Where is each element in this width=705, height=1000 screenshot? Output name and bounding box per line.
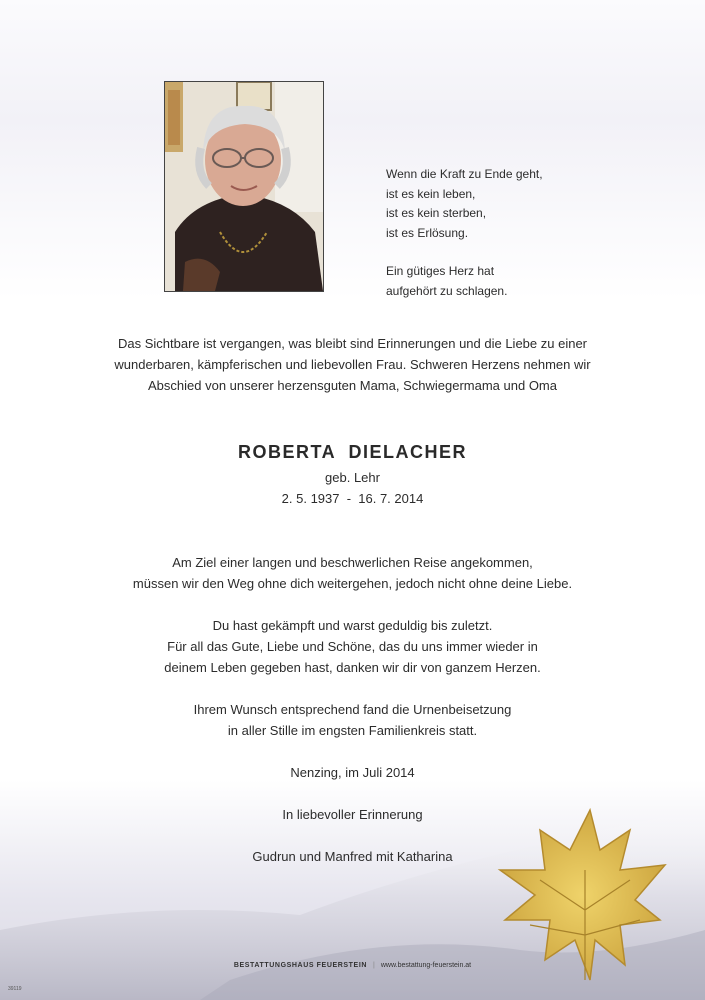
text-line: müssen wir den Weg ohne dich weitergehen, jedoch nicht ohne deine Liebe. bbox=[132, 576, 573, 591]
intro-line: Abschied von unserer herzensguten Mama, Schwiegermama und Oma bbox=[148, 378, 557, 393]
portrait-illustration bbox=[165, 82, 323, 291]
intro-line: wunderbaren, kämpferischen und liebevollen Frau. Schweren Herzens nehmen wir bbox=[114, 357, 591, 372]
poem-stanza-2 bbox=[386, 262, 543, 301]
text-line: In liebevoller Erinnerung bbox=[282, 807, 423, 822]
text-line: Gudrun und Manfred mit Katharina bbox=[252, 849, 453, 864]
poem bbox=[386, 165, 543, 320]
paragraph-burial bbox=[0, 699, 705, 741]
document-code: 39119 bbox=[8, 986, 22, 992]
text-line: Für all das Gute, Liebe und Schöne, das du uns immer wieder in bbox=[167, 639, 538, 654]
paragraph-journey bbox=[0, 552, 705, 594]
life-dates: 2. 5. 1937 - 16. 7. 2014 bbox=[281, 491, 424, 506]
footer-separator: | bbox=[373, 962, 375, 969]
poem-line: ist es kein sterben, bbox=[386, 206, 487, 220]
text-line: in aller Stille im engsten Familienkreis statt. bbox=[227, 723, 478, 738]
footer bbox=[0, 962, 705, 969]
poem-line: ist es Erlösung. bbox=[386, 225, 469, 240]
funeral-home-url[interactable]: www.bestattung-feuerstein.at bbox=[380, 962, 472, 969]
poem-stanza-1 bbox=[386, 165, 543, 243]
deceased-name: ROBERTA DIELACHER bbox=[238, 442, 467, 462]
poem-line: ist es kein leben, bbox=[386, 186, 476, 201]
funeral-home-name: BESTATTUNGSHAUS FEUERSTEIN bbox=[233, 962, 368, 969]
text-line: deinem Leben gegeben hast, danken wir dir von ganzem Herzen. bbox=[164, 660, 541, 675]
intro-text bbox=[0, 333, 705, 396]
portrait-photo bbox=[164, 81, 324, 292]
text-line: Du hast gekämpft und warst geduldig bis zuletzt. bbox=[212, 618, 493, 633]
text-line: Nenzing, im Juli 2014 bbox=[290, 765, 415, 780]
text-line: Am Ziel einer langen und beschwerlichen Reise angekommen, bbox=[172, 555, 533, 570]
intro-line: Das Sichtbare ist vergangen, was bleibt sind Erinnerungen und die Liebe zu einer bbox=[117, 336, 587, 351]
poem-line: Ein gütiges Herz hat bbox=[386, 264, 495, 278]
poem-line: aufgehört zu schlagen. bbox=[386, 283, 508, 298]
text-line: Ihrem Wunsch entsprechend fand die Urnenbeisetzung bbox=[193, 702, 512, 717]
paragraph-thanks bbox=[0, 615, 705, 678]
poem-line: Wenn die Kraft zu Ende geht, bbox=[386, 167, 543, 181]
birth-name: geb. Lehr bbox=[325, 470, 380, 485]
